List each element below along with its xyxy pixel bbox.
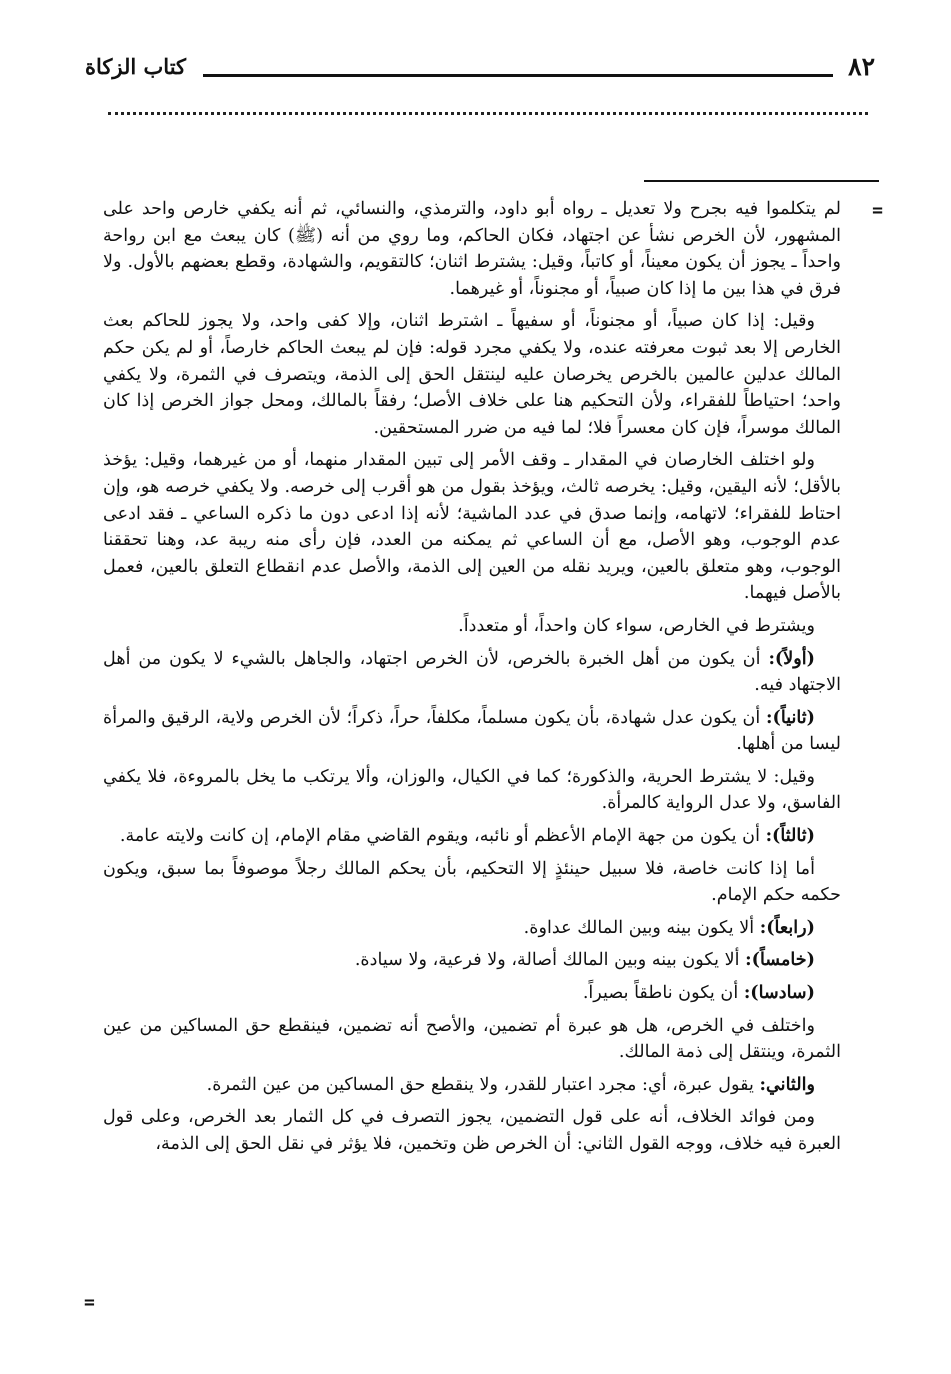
footnote-paragraph [103,613,841,640]
continuation-marker-start: = [872,200,883,221]
paragraph-text: أما إذا كانت خاصة، فلا سبيل حينئذٍ إلا التحكيم، بأن يحكم المالك رجلاً موصوفاً بما سبق، ويكون حكمه حكم الإمام. [103,858,841,906]
paragraph-lead: (ثانياً): [766,706,815,728]
footnote-paragraph [103,947,841,974]
paragraph-text: يقول عبرة، أي: مجرد اعتبار للقدر، ولا ينقطع حق المساكين من عين الثمرة. [206,1074,760,1095]
footnote-body [103,196,841,1326]
paragraph-lead: (ثالثاً): [765,825,815,847]
dotted-separator [108,112,868,115]
footnote-paragraph [103,196,841,302]
footnote-paragraph [103,856,841,909]
footnote-paragraph [103,447,841,607]
paragraph-lead: (خامساً): [745,949,815,971]
footnote-separator [644,180,879,182]
footnote-paragraph [103,980,841,1007]
footnote-paragraph [103,823,841,850]
continuation-marker-end: = [84,1292,95,1313]
paragraph-text: أن يكون من جهة الإمام الأعظم أو نائبه، ويقوم القاضي مقام الإمام، إن كانت ولايته عامة. [119,826,766,847]
paragraph-text: ومن فوائد الخلاف، أنه على قول التضمين، يجوز التصرف في كل الثمار بعد الخرص، وعلى قول العبرة فيه خلاف، ووجه القول الثاني: أن الخرص ظن وتخمين، فلا يؤثر في نقل الحق إلى الذمة، [103,1107,841,1154]
page-number: ٨٢ [848,52,875,81]
footnote-paragraph [103,705,841,758]
paragraph-lead: (سادسا): [743,982,815,1004]
footnote-paragraph [103,915,841,942]
page-header [85,50,875,90]
paragraph-text: أن يكون عدل شهادة، بأن يكون مسلماً، مكلفاً، حراً، ذكراً؛ لأن الخرص ولاية، الرقيق والمرأة ليسا من أهلها. [103,707,841,755]
paragraph-text: ويشترط في الخارص، سواء كان واحداً، أو متعدداً. [458,615,815,636]
footnote-paragraph [103,764,841,817]
paragraph-text: وقيل: لا يشترط الحرية، والذكورة؛ كما في الكيال، والوزان، وألا يرتكب ما يخل بالمروءة، فلا يكفي الفاسق، ولا عدل الرواية كالمرأة. [103,766,841,814]
paragraph-text: لم يتكلموا فيه بجرح ولا تعديل ـ رواه أبو داود، والترمذي، والنسائي، ثم أنه يكفي خارص واحد على المشهور، لأن الخرص نشأ عن اجتهاد، فكان الحاكم، وما روي من أنه (ﷺ) كان يبعث مع ابن رواحة واحداً ـ يجوز أن يكون معيناً، أو كاتباً، وقيل: يشترط اثنان؛ كالتقويم، والشهادة، وقطع بعضهم بالأول. ولا فرق في هذا بين ما إذا كان صبياً، أو مجنوناً، أو غيرهما. [103,199,841,299]
footnote-paragraph [103,1013,841,1066]
header-rule [203,74,833,77]
paragraph-text: ولو اختلف الخارصان في المقدار ـ وقف الأمر إلى تبين المقدار منهما، أو من غيرهما، وقيل: يؤخذ بالأقل؛ لأنه اليقين، وقيل: يخرصه ثالث، ويؤخذ بقول من هو أقرب إلى خرصه. ولا يكفي خرصه هو، وإن احتاط للفقراء؛ لاتهامه، وإنما صدق في عدد الماشية؛ لأنه إذا ادعى دون ما ذكره الساعي ـ فقد ادعى عدم الوجوب، وهو الأصل، مع أن الساعي ثم يمكنه من العدد، فإن رأى منه ريبة عد، وهنا تحققنا الوجوب، وهو متعلق بالعين، ويريد نقله من العين إلى الذمة، والأصل عدم انقطاع التعلق بالعين، فعمل بالأصل فيهما. [103,450,841,604]
paragraph-lead: (أولاً): [768,647,815,669]
paragraph-text: وقيل: إذا كان صبياً، أو مجنوناً، أو سفيهاً ـ اشترط اثنان، وإلا كفى واحد، ولا يجوز للحاكم بعث الخارص إلا بعد ثبوت معرفته عنده، ولا يكفي مجرد قوله: فإن لم يبعث الحاكم خارصاً، أو لم يكن حكم المالك عدلين عالمين بالخرص يخرصان عليه لينتقل الحق إلى الذمة، ويتصرف في الثمرة، ولا يكفي واحد؛ احتياطاً للفقراء، ولأن التحكيم هنا على خلاف الأصل؛ رفقاً بالمالك، ومحل جواز الخرص إذا كان المالك موسراً، فإن كان معسراً فلا؛ لما فيه من ضرر المستحقين. [103,311,841,438]
paragraph-text: ألا يكون بينه وبين المالك عداوة. [523,917,760,938]
paragraph-text: ألا يكون بينه وبين المالك أصالة، ولا فرعية، ولا سيادة. [354,950,746,971]
paragraph-text: أن يكون من أهل الخبرة بالخرص، لأن الخرص اجتهاد، والجاهل بالشيء لا يكون من أهل الاجتهاد فيه. [103,648,841,696]
running-title: كتاب الزكاة [85,54,187,79]
paragraph-text: أن يكون ناطقاً بصيراً. [582,983,744,1004]
paragraph-lead: (رابعاً): [759,916,815,938]
footnote-paragraph [103,1072,841,1099]
paragraph-text: واختلف في الخرص، هل هو عبرة أم تضمين، والأصح أنه تضمين، فينقطع حق المساكين من عين الثمرة، وينتقل إلى ذمة المالك. [103,1015,841,1063]
footnote-paragraph [103,646,841,699]
footnote-paragraph [103,308,841,441]
paragraph-lead: والثاني: [759,1073,815,1095]
footnote-paragraph [103,1104,841,1157]
